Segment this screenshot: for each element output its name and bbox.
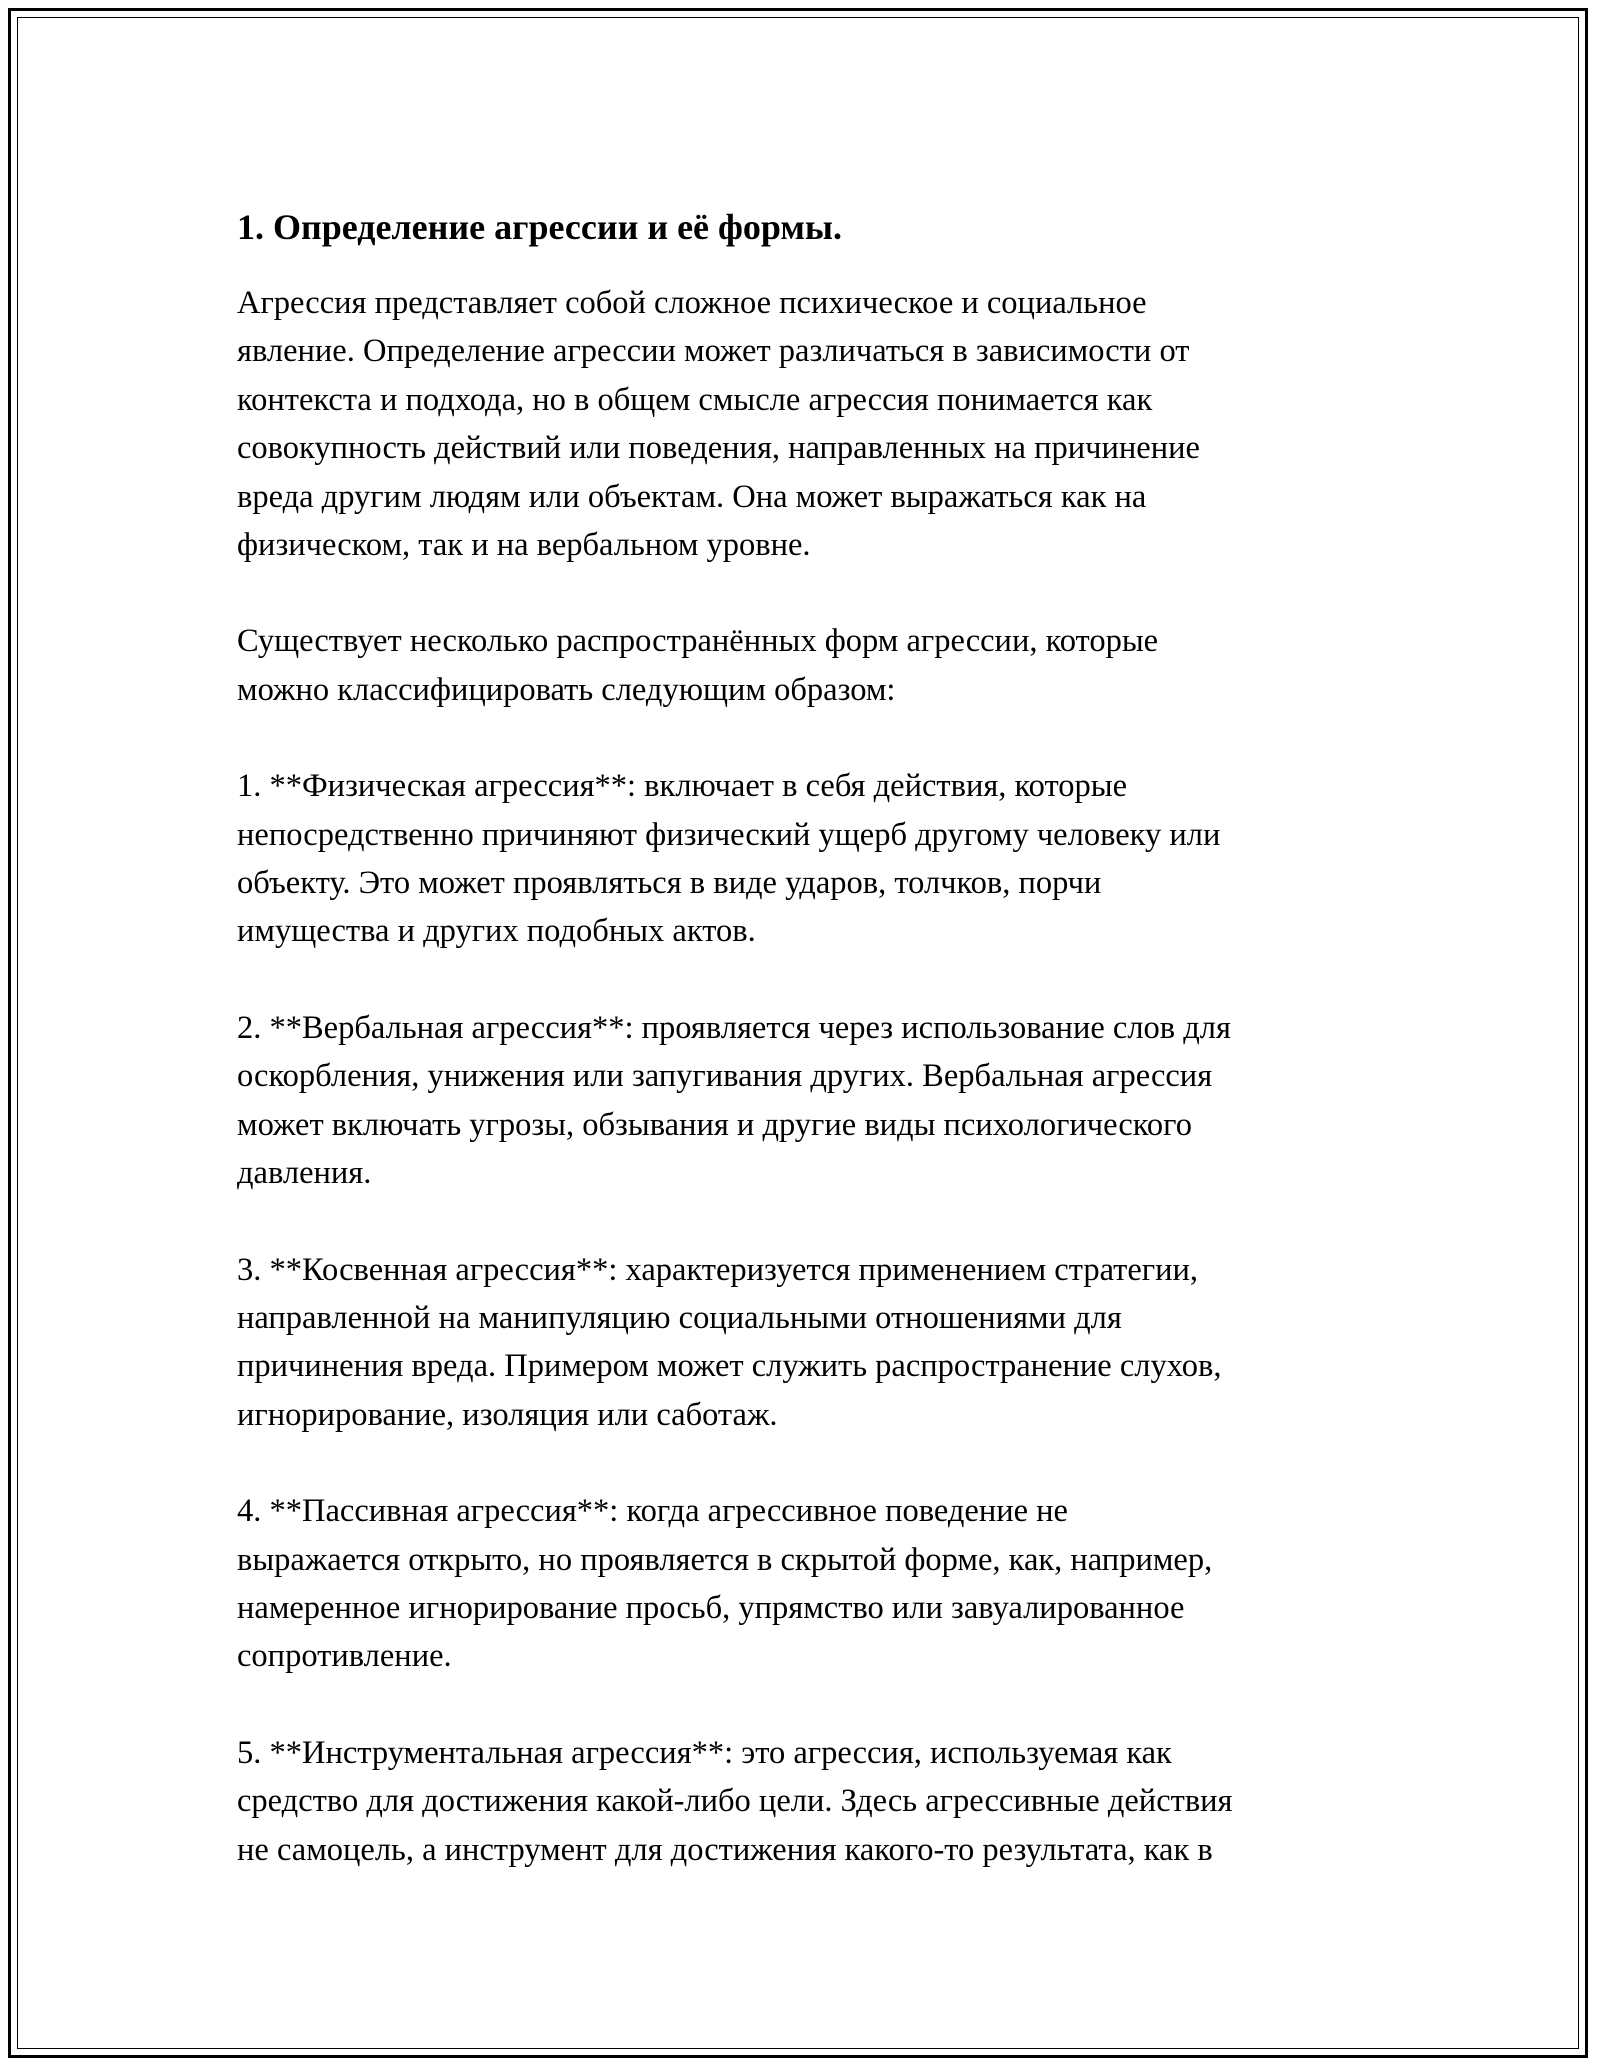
text-line: 4. **Пассивная агрессия**: когда агрессивное поведение не [237,1493,1068,1530]
paragraph-definition [237,279,1387,569]
text-line: совокупность действий или поведения, направленных на причинение [237,430,1200,467]
section-heading: 1. Определение агрессии и её формы. [237,207,843,247]
text-line: 2. **Вербальная агрессия**: проявляется через использование слов для [237,1009,1231,1046]
text-line: сопротивление. [237,1638,452,1675]
text-line: игнорирование, изоляция или саботаж. [237,1396,778,1433]
document-content [237,191,1387,1922]
text-line: имущества и других подобных актов. [237,913,756,950]
paragraph-physical-aggression [237,762,1387,956]
text-line: намеренное игнорирование просьб, упрямство или завуалированное [237,1589,1185,1626]
paragraph-forms-intro [237,617,1387,714]
text-line: причинения вреда. Примером может служить распространение слухов, [237,1348,1222,1385]
text-line: может включать угрозы, обзывания и другие виды психологического [237,1106,1192,1143]
paragraph-verbal-aggression [237,1004,1387,1198]
text-line: контекста и подхода, но в общем смысле агрессия понимается как [237,381,1153,418]
text-line: средство для достижения какой-либо цели. Здесь агрессивные действия [237,1783,1233,1820]
text-line: оскорбления, унижения или запугивания других. Вербальная агрессия [237,1058,1213,1095]
text-line: объекту. Это может проявляться в виде ударов, толчков, порчи [237,865,1102,902]
text-line: Существует несколько распространённых форм агрессии, которые [237,623,1159,660]
text-line: физическом, так и на вербальном уровне. [237,527,811,564]
text-line: 5. **Инструментальная агрессия**: это агрессия, используемая как [237,1734,1172,1771]
text-line: давления. [237,1155,372,1192]
text-line: Агрессия представляет собой сложное психическое и социальное [237,285,1147,321]
text-line: явление. Определение агрессии может различаться в зависимости от [237,333,1190,370]
paragraph-indirect-aggression [237,1246,1387,1440]
text-line: направленной на манипуляцию социальными отношениями для [237,1299,1122,1336]
paragraph-instrumental-aggression [237,1729,1387,1874]
document-page [8,8,1588,2058]
paragraph-passive-aggression [237,1487,1387,1681]
text-line: вреда другим людям или объектам. Она может выражаться как на [237,478,1147,515]
text-line: выражается открыто, но проявляется в скрытой форме, как, например, [237,1541,1213,1578]
text-line: непосредственно причиняют физический ущерб другому человеку или [237,816,1221,853]
text-line: не самоцель, а инструмент для достижения какого-то результата, как в [237,1831,1213,1868]
text-line: 3. **Косвенная агрессия**: характеризуется применением стратегии, [237,1251,1199,1288]
text-line: 1. **Физическая агрессия**: включает в себя действия, которые [237,768,1128,805]
text-line: можно классифицировать следующим образом: [237,671,896,708]
